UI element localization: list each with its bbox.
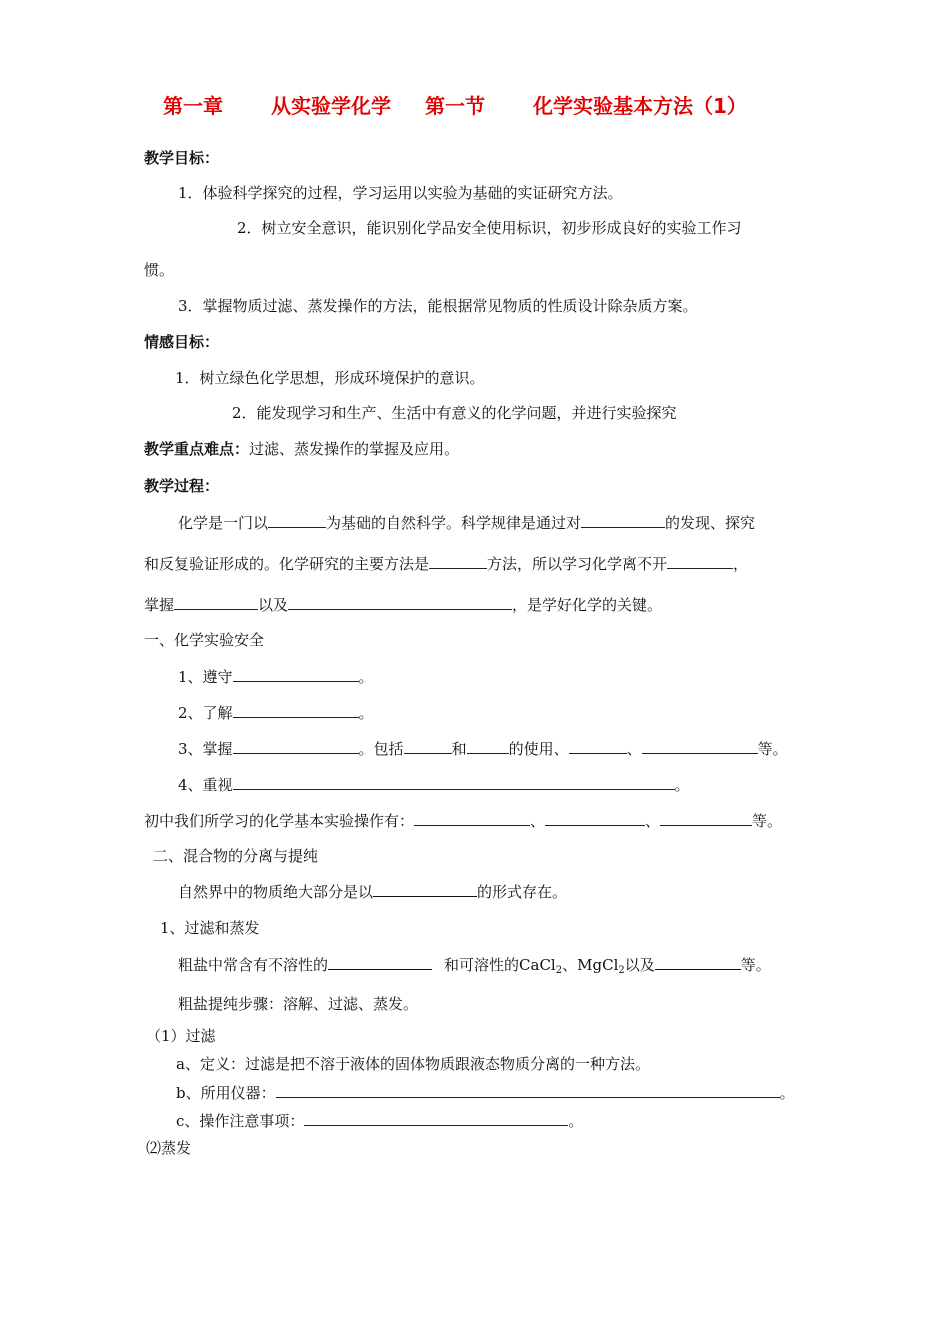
text-run: 掌握: [144, 596, 175, 614]
fill-blank[interactable]: [467, 738, 509, 754]
formula-cacl2: CaCl: [519, 956, 556, 974]
basic-operations-line: [144, 810, 782, 831]
text-run: 自然界中的物质绝大部分是以: [178, 883, 374, 901]
fill-blank[interactable]: [642, 738, 758, 754]
fill-blank[interactable]: [304, 1110, 568, 1126]
separation-heading: 二、混合物的分离与提纯: [153, 847, 319, 865]
process-paragraph-line-3: [144, 594, 662, 615]
text-run: c、操作注意事项：: [176, 1112, 305, 1130]
text-run: 和: [451, 740, 467, 758]
process-paragraph-line-2: [144, 553, 748, 574]
fill-blank[interactable]: [233, 774, 675, 790]
fill-blank[interactable]: [233, 702, 359, 718]
title-section-name: 化学实验基本方法（1）: [533, 94, 747, 118]
text-run: 等。: [752, 812, 783, 830]
text-run: 等。: [740, 956, 771, 974]
text-run: 和反复验证形成的。化学研究的主要方法是: [144, 555, 430, 573]
text-run: ，: [733, 555, 749, 573]
fill-blank[interactable]: [429, 553, 487, 569]
title-chapter: 第一章: [163, 94, 223, 118]
text-run: 等。: [757, 740, 788, 758]
goal-item-2-cont: 惯。: [144, 261, 175, 279]
fill-blank[interactable]: [404, 738, 452, 754]
goal-item-1: 1．体验科学探究的过程，学习运用以实验为基础的实证研究方法。: [178, 184, 623, 202]
process-heading: 教学过程：: [144, 477, 220, 495]
purification-steps: 粗盐提纯步骤：溶解、过滤、蒸发。: [178, 995, 419, 1013]
fill-blank[interactable]: [569, 738, 627, 754]
text-run: 以及: [258, 596, 289, 614]
text-run: 以及: [624, 956, 655, 974]
text-run: 、: [530, 812, 546, 830]
evaporation-heading: ⑵蒸发: [146, 1139, 192, 1157]
subscript: 2: [555, 965, 563, 976]
fill-blank[interactable]: [233, 738, 359, 754]
emotion-heading: 情感目标：: [144, 333, 220, 351]
goal-item-2: 2．树立安全意识，能识别化学品安全使用标识，初步形成良好的实验工作习: [237, 219, 742, 237]
key-points-label: 教学重点难点：: [144, 440, 250, 458]
text-run: 、: [645, 812, 661, 830]
fill-blank[interactable]: [174, 594, 258, 610]
fill-blank[interactable]: [667, 553, 733, 569]
text-run: 粗盐中常含有不溶性的: [178, 956, 329, 974]
fill-blank[interactable]: [581, 512, 665, 528]
text-run: 为基础的自然科学。科学规律是通过对: [326, 514, 582, 532]
fill-blank[interactable]: [414, 810, 530, 826]
goals-heading: 教学目标：: [144, 149, 220, 167]
text-run: 的形式存在。: [477, 883, 568, 901]
filter-instruments: [176, 1082, 795, 1103]
text-run: 的使用、: [508, 740, 569, 758]
fill-blank[interactable]: [276, 1082, 780, 1098]
text-run: 。: [568, 1112, 584, 1130]
filter-definition: a、定义：过滤是把不溶于液体的固体物质跟液态物质分离的一种方法。: [176, 1055, 650, 1073]
page-title: [163, 93, 747, 119]
nature-line: [178, 881, 567, 902]
text-run: ，是学好化学的关键。: [512, 596, 663, 614]
goal-item-3: 3．掌握物质过滤、蒸发操作的方法，能根据常见物质的性质设计除杂质方案。: [178, 297, 698, 315]
safety-item-4: [178, 774, 690, 795]
text-run: 。: [358, 668, 374, 686]
text-run: 和可溶性的: [444, 956, 520, 974]
title-section: 第一节: [425, 94, 485, 118]
text-run: 方法，所以学习化学离不开: [487, 555, 668, 573]
safety-item-2: [178, 702, 374, 723]
filter-notes: [176, 1110, 583, 1131]
text-run: 、: [626, 740, 642, 758]
text-run: 化学是一门以: [178, 514, 269, 532]
text-run: 4、重视: [178, 776, 233, 794]
subscript: 2: [618, 965, 625, 976]
key-points: [144, 439, 459, 459]
text-run: 的发现、探究: [665, 514, 756, 532]
text-run: 。: [358, 704, 374, 722]
fill-blank[interactable]: [373, 881, 477, 897]
text-run: 1、遵守: [178, 668, 233, 686]
safety-item-3: [178, 738, 788, 759]
text-run: 2、了解: [178, 704, 233, 722]
text-run: 初中我们所学习的化学基本实验操作有：: [144, 812, 415, 830]
emotion-item-1: 1．树立绿色化学思想，形成环境保护的意识。: [175, 369, 485, 387]
filtration-evaporation-heading: 1、过滤和蒸发: [160, 919, 260, 937]
text-run: 。: [779, 1084, 795, 1102]
fill-blank[interactable]: [660, 810, 752, 826]
text-run: 。包括: [358, 740, 404, 758]
key-points-text: 过滤、蒸发操作的掌握及应用。: [249, 440, 460, 458]
fill-blank[interactable]: [545, 810, 645, 826]
text-run: 、: [562, 956, 578, 974]
text-run: 。: [674, 776, 690, 794]
safety-item-1: [178, 666, 374, 687]
text-run: b、所用仪器：: [176, 1084, 276, 1102]
safety-heading: 一、化学实验安全: [144, 631, 265, 649]
title-chapter-name: 从实验学化学: [271, 94, 391, 118]
fill-blank[interactable]: [288, 594, 512, 610]
process-paragraph-line-1: [178, 512, 755, 533]
fill-blank[interactable]: [268, 512, 326, 528]
text-run: 3、掌握: [178, 740, 233, 758]
crude-salt-line: [178, 954, 771, 975]
fill-blank[interactable]: [655, 954, 741, 970]
formula-mgcl2: MgCl: [577, 956, 619, 974]
emotion-item-2: 2．能发现学习和生产、生活中有意义的化学问题，并进行实验探究: [232, 404, 677, 422]
fill-blank[interactable]: [328, 954, 432, 970]
fill-blank[interactable]: [233, 666, 359, 682]
filter-heading: （1）过滤: [146, 1027, 216, 1045]
